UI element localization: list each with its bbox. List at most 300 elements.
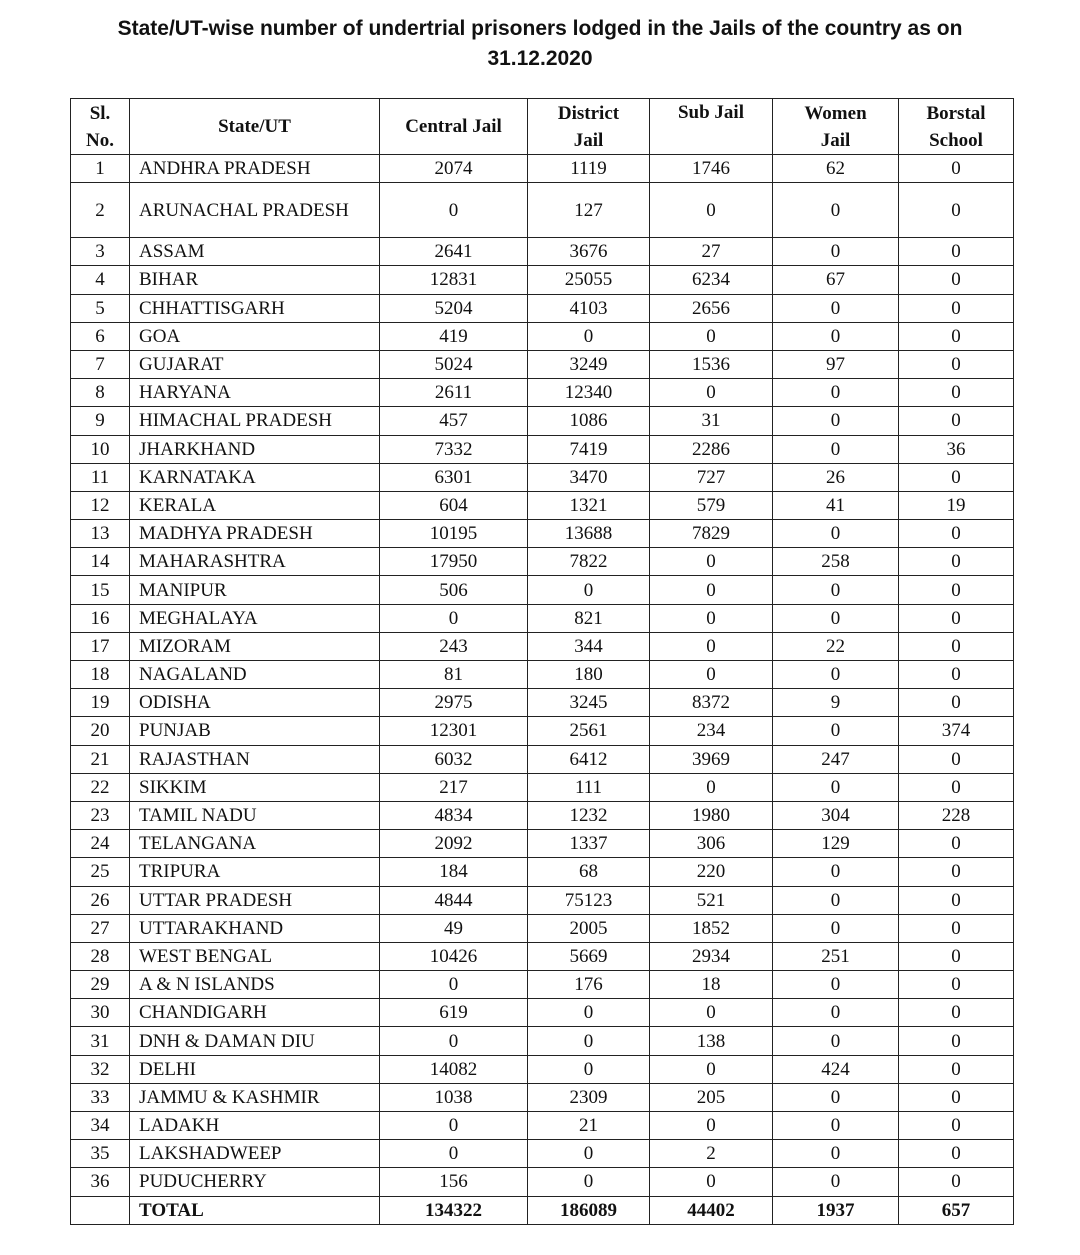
cell-women-jail: 251 (773, 942, 899, 970)
cell-borstal-school: 0 (899, 1055, 1014, 1083)
cell-sub-jail: 234 (650, 717, 773, 745)
cell-central-jail: 2611 (380, 379, 528, 407)
cell-state: MANIPUR (130, 576, 380, 604)
table-row (71, 1083, 1014, 1111)
cell-sl-no: 9 (71, 407, 130, 435)
cell-central-jail: 0 (380, 971, 528, 999)
page-title (40, 14, 1040, 74)
cell-women-jail: 0 (773, 1112, 899, 1140)
cell-sub-jail: 0 (650, 379, 773, 407)
cell-sl-no: 26 (71, 886, 130, 914)
cell-central-jail: 2074 (380, 155, 528, 183)
cell-district-jail: 2561 (528, 717, 650, 745)
cell-sl-no: 24 (71, 830, 130, 858)
cell-borstal-school: 0 (899, 294, 1014, 322)
cell-sub-jail: 0 (650, 632, 773, 660)
cell-sub-jail: 0 (650, 661, 773, 689)
cell-district-jail: 3245 (528, 689, 650, 717)
cell-state: ODISHA (130, 689, 380, 717)
cell-state: KARNATAKA (130, 463, 380, 491)
table-row (71, 1112, 1014, 1140)
cell-state: SIKKIM (130, 773, 380, 801)
cell-borstal-school: 0 (899, 238, 1014, 266)
cell-central-jail: 6032 (380, 745, 528, 773)
cell-state: MIZORAM (130, 632, 380, 660)
cell-borstal-school: 0 (899, 632, 1014, 660)
table-row (71, 971, 1014, 999)
cell-state: JAMMU & KASHMIR (130, 1083, 380, 1111)
cell-borstal-school: 0 (899, 1083, 1014, 1111)
cell-central-jail: 12831 (380, 266, 528, 294)
cell-sl-no: 10 (71, 435, 130, 463)
cell-women-jail: 9 (773, 689, 899, 717)
cell-women-jail: 0 (773, 435, 899, 463)
cell-district-jail: 127 (528, 183, 650, 238)
cell-state: GUJARAT (130, 350, 380, 378)
cell-central-jail: 10195 (380, 520, 528, 548)
cell-district-jail: 344 (528, 632, 650, 660)
total-sl (71, 1196, 130, 1224)
cell-sl-no: 29 (71, 971, 130, 999)
cell-sl-no: 31 (71, 1027, 130, 1055)
cell-state: LADAKH (130, 1112, 380, 1140)
cell-district-jail: 0 (528, 999, 650, 1027)
cell-central-jail: 0 (380, 1140, 528, 1168)
cell-borstal-school: 0 (899, 576, 1014, 604)
cell-district-jail: 3470 (528, 463, 650, 491)
cell-state: PUDUCHERRY (130, 1168, 380, 1196)
cell-state: LAKSHADWEEP (130, 1140, 380, 1168)
cell-sl-no: 3 (71, 238, 130, 266)
cell-sub-jail: 138 (650, 1027, 773, 1055)
table-header-row (71, 99, 1014, 155)
table-row (71, 942, 1014, 970)
cell-state: PUNJAB (130, 717, 380, 745)
cell-borstal-school: 0 (899, 971, 1014, 999)
cell-state: KERALA (130, 491, 380, 519)
cell-borstal-school: 0 (899, 745, 1014, 773)
cell-district-jail: 1321 (528, 491, 650, 519)
cell-sub-jail: 306 (650, 830, 773, 858)
cell-sub-jail: 0 (650, 548, 773, 576)
cell-sub-jail: 0 (650, 604, 773, 632)
cell-sl-no: 14 (71, 548, 130, 576)
cell-sl-no: 28 (71, 942, 130, 970)
header-sub-jail: Sub Jail (650, 99, 773, 155)
cell-women-jail: 0 (773, 1168, 899, 1196)
cell-district-jail: 1086 (528, 407, 650, 435)
cell-central-jail: 243 (380, 632, 528, 660)
cell-sl-no: 25 (71, 858, 130, 886)
cell-sub-jail: 205 (650, 1083, 773, 1111)
cell-district-jail: 13688 (528, 520, 650, 548)
cell-borstal-school: 0 (899, 604, 1014, 632)
cell-sub-jail: 0 (650, 1055, 773, 1083)
cell-central-jail: 156 (380, 1168, 528, 1196)
table-row (71, 689, 1014, 717)
cell-state: NAGALAND (130, 661, 380, 689)
table-row (71, 999, 1014, 1027)
cell-state: TELANGANA (130, 830, 380, 858)
table-row (71, 886, 1014, 914)
total-borstal-school: 657 (899, 1196, 1014, 1224)
table-row (71, 858, 1014, 886)
cell-central-jail: 419 (380, 322, 528, 350)
cell-sub-jail: 0 (650, 1168, 773, 1196)
cell-women-jail: 247 (773, 745, 899, 773)
cell-state: BIHAR (130, 266, 380, 294)
cell-sub-jail: 0 (650, 999, 773, 1027)
undertrial-prisoners-table (70, 98, 1014, 1225)
cell-district-jail: 12340 (528, 379, 650, 407)
cell-district-jail: 1337 (528, 830, 650, 858)
total-central-jail: 134322 (380, 1196, 528, 1224)
cell-district-jail: 6412 (528, 745, 650, 773)
cell-borstal-school: 0 (899, 350, 1014, 378)
cell-central-jail: 0 (380, 183, 528, 238)
cell-women-jail: 0 (773, 717, 899, 745)
cell-sl-no: 8 (71, 379, 130, 407)
cell-district-jail: 176 (528, 971, 650, 999)
cell-central-jail: 17950 (380, 548, 528, 576)
cell-borstal-school: 0 (899, 914, 1014, 942)
cell-borstal-school: 0 (899, 661, 1014, 689)
cell-state: MAHARASHTRA (130, 548, 380, 576)
cell-sl-no: 5 (71, 294, 130, 322)
cell-sub-jail: 2286 (650, 435, 773, 463)
table-body (71, 155, 1014, 1197)
cell-sl-no: 18 (71, 661, 130, 689)
cell-state: A & N ISLANDS (130, 971, 380, 999)
table-row (71, 155, 1014, 183)
cell-state: DNH & DAMAN DIU (130, 1027, 380, 1055)
cell-sub-jail: 2 (650, 1140, 773, 1168)
cell-district-jail: 4103 (528, 294, 650, 322)
cell-state: MADHYA PRADESH (130, 520, 380, 548)
cell-sl-no: 6 (71, 322, 130, 350)
cell-sl-no: 17 (71, 632, 130, 660)
header-district-jail: District Jail (528, 99, 650, 155)
cell-district-jail: 821 (528, 604, 650, 632)
table-row (71, 379, 1014, 407)
table-row (71, 407, 1014, 435)
cell-central-jail: 7332 (380, 435, 528, 463)
cell-borstal-school: 0 (899, 689, 1014, 717)
table-row (71, 914, 1014, 942)
cell-borstal-school: 0 (899, 1168, 1014, 1196)
cell-sub-jail: 0 (650, 576, 773, 604)
cell-sl-no: 35 (71, 1140, 130, 1168)
cell-central-jail: 5204 (380, 294, 528, 322)
cell-women-jail: 97 (773, 350, 899, 378)
cell-borstal-school: 228 (899, 801, 1014, 829)
cell-state: UTTAR PRADESH (130, 886, 380, 914)
cell-borstal-school: 0 (899, 1140, 1014, 1168)
cell-central-jail: 14082 (380, 1055, 528, 1083)
cell-sub-jail: 1746 (650, 155, 773, 183)
cell-central-jail: 1038 (380, 1083, 528, 1111)
cell-borstal-school: 0 (899, 155, 1014, 183)
cell-borstal-school: 0 (899, 463, 1014, 491)
header-central-jail: Central Jail (380, 99, 528, 155)
cell-borstal-school: 0 (899, 322, 1014, 350)
cell-borstal-school: 0 (899, 886, 1014, 914)
cell-state: HARYANA (130, 379, 380, 407)
cell-women-jail: 0 (773, 886, 899, 914)
cell-state: CHANDIGARH (130, 999, 380, 1027)
cell-sub-jail: 220 (650, 858, 773, 886)
cell-state: TAMIL NADU (130, 801, 380, 829)
cell-women-jail: 424 (773, 1055, 899, 1083)
cell-central-jail: 2975 (380, 689, 528, 717)
cell-state: UTTARAKHAND (130, 914, 380, 942)
cell-sl-no: 11 (71, 463, 130, 491)
cell-women-jail: 0 (773, 520, 899, 548)
cell-sl-no: 22 (71, 773, 130, 801)
cell-sl-no: 21 (71, 745, 130, 773)
cell-district-jail: 2309 (528, 1083, 650, 1111)
cell-borstal-school: 0 (899, 858, 1014, 886)
cell-state: DELHI (130, 1055, 380, 1083)
table-row (71, 435, 1014, 463)
cell-sl-no: 2 (71, 183, 130, 238)
title-line-1: State/UT-wise number of undertrial prisoners lodged in the Jails of the country as on (117, 17, 963, 40)
cell-women-jail: 0 (773, 1083, 899, 1111)
cell-women-jail: 0 (773, 294, 899, 322)
total-women-jail: 1937 (773, 1196, 899, 1224)
cell-state: TRIPURA (130, 858, 380, 886)
cell-district-jail: 7822 (528, 548, 650, 576)
cell-central-jail: 49 (380, 914, 528, 942)
cell-district-jail: 0 (528, 1027, 650, 1055)
cell-women-jail: 129 (773, 830, 899, 858)
table-row (71, 1168, 1014, 1196)
cell-borstal-school: 0 (899, 1112, 1014, 1140)
cell-central-jail: 6301 (380, 463, 528, 491)
table-row (71, 830, 1014, 858)
cell-district-jail: 75123 (528, 886, 650, 914)
cell-central-jail: 4844 (380, 886, 528, 914)
cell-women-jail: 26 (773, 463, 899, 491)
cell-borstal-school: 0 (899, 520, 1014, 548)
cell-district-jail: 5669 (528, 942, 650, 970)
cell-sl-no: 4 (71, 266, 130, 294)
table-row (71, 463, 1014, 491)
cell-district-jail: 68 (528, 858, 650, 886)
cell-sub-jail: 8372 (650, 689, 773, 717)
cell-district-jail: 3249 (528, 350, 650, 378)
cell-sub-jail: 2656 (650, 294, 773, 322)
cell-sl-no: 15 (71, 576, 130, 604)
cell-sl-no: 7 (71, 350, 130, 378)
cell-state: MEGHALAYA (130, 604, 380, 632)
cell-district-jail: 0 (528, 1168, 650, 1196)
cell-central-jail: 0 (380, 604, 528, 632)
cell-sub-jail: 0 (650, 322, 773, 350)
cell-district-jail: 7419 (528, 435, 650, 463)
cell-sub-jail: 727 (650, 463, 773, 491)
cell-women-jail: 0 (773, 914, 899, 942)
header-state: State/UT (130, 99, 380, 155)
table-row (71, 548, 1014, 576)
cell-central-jail: 12301 (380, 717, 528, 745)
table-row (71, 632, 1014, 660)
cell-central-jail: 0 (380, 1112, 528, 1140)
cell-sub-jail: 579 (650, 491, 773, 519)
cell-women-jail: 0 (773, 576, 899, 604)
cell-central-jail: 81 (380, 661, 528, 689)
cell-district-jail: 25055 (528, 266, 650, 294)
cell-central-jail: 619 (380, 999, 528, 1027)
cell-borstal-school: 36 (899, 435, 1014, 463)
cell-sl-no: 23 (71, 801, 130, 829)
cell-district-jail: 180 (528, 661, 650, 689)
cell-borstal-school: 19 (899, 491, 1014, 519)
table-row (71, 266, 1014, 294)
cell-borstal-school: 0 (899, 183, 1014, 238)
cell-women-jail: 41 (773, 491, 899, 519)
cell-sub-jail: 1852 (650, 914, 773, 942)
cell-women-jail: 258 (773, 548, 899, 576)
cell-state: HIMACHAL PRADESH (130, 407, 380, 435)
cell-sub-jail: 3969 (650, 745, 773, 773)
cell-borstal-school: 0 (899, 999, 1014, 1027)
cell-sl-no: 12 (71, 491, 130, 519)
cell-women-jail: 62 (773, 155, 899, 183)
cell-central-jail: 184 (380, 858, 528, 886)
cell-women-jail: 0 (773, 773, 899, 801)
cell-borstal-school: 0 (899, 1027, 1014, 1055)
cell-sl-no: 16 (71, 604, 130, 632)
cell-district-jail: 111 (528, 773, 650, 801)
table-row (71, 294, 1014, 322)
cell-borstal-school: 0 (899, 266, 1014, 294)
cell-borstal-school: 374 (899, 717, 1014, 745)
cell-sub-jail: 0 (650, 1112, 773, 1140)
cell-district-jail: 2005 (528, 914, 650, 942)
cell-sl-no: 19 (71, 689, 130, 717)
cell-state: ASSAM (130, 238, 380, 266)
table-row (71, 745, 1014, 773)
cell-sub-jail: 521 (650, 886, 773, 914)
cell-state: GOA (130, 322, 380, 350)
cell-district-jail: 21 (528, 1112, 650, 1140)
table-row (71, 350, 1014, 378)
table-row (71, 322, 1014, 350)
cell-borstal-school: 0 (899, 548, 1014, 576)
cell-sl-no: 1 (71, 155, 130, 183)
table-row (71, 661, 1014, 689)
cell-state: CHHATTISGARH (130, 294, 380, 322)
cell-state: ANDHRA PRADESH (130, 155, 380, 183)
header-borstal-school: Borstal School (899, 99, 1014, 155)
cell-women-jail: 0 (773, 407, 899, 435)
cell-central-jail: 10426 (380, 942, 528, 970)
total-label: TOTAL (130, 1196, 380, 1224)
cell-sub-jail: 0 (650, 183, 773, 238)
table-row (71, 773, 1014, 801)
cell-sub-jail: 18 (650, 971, 773, 999)
cell-borstal-school: 0 (899, 942, 1014, 970)
table-row (71, 801, 1014, 829)
table-row (71, 491, 1014, 519)
cell-central-jail: 2641 (380, 238, 528, 266)
cell-sl-no: 33 (71, 1083, 130, 1111)
table-row (71, 520, 1014, 548)
table-row (71, 1027, 1014, 1055)
cell-sub-jail: 27 (650, 238, 773, 266)
table-row (71, 183, 1014, 238)
total-row (71, 1196, 1014, 1224)
table-row (71, 576, 1014, 604)
total-district-jail: 186089 (528, 1196, 650, 1224)
cell-borstal-school: 0 (899, 407, 1014, 435)
header-women-jail: Women Jail (773, 99, 899, 155)
cell-central-jail: 506 (380, 576, 528, 604)
cell-district-jail: 0 (528, 1140, 650, 1168)
cell-state: JHARKHAND (130, 435, 380, 463)
cell-borstal-school: 0 (899, 773, 1014, 801)
cell-women-jail: 0 (773, 379, 899, 407)
cell-central-jail: 457 (380, 407, 528, 435)
cell-women-jail: 0 (773, 238, 899, 266)
cell-women-jail: 67 (773, 266, 899, 294)
table-row (71, 717, 1014, 745)
cell-borstal-school: 0 (899, 379, 1014, 407)
cell-women-jail: 0 (773, 604, 899, 632)
total-sub-jail: 44402 (650, 1196, 773, 1224)
cell-sub-jail: 1980 (650, 801, 773, 829)
table-row (71, 1055, 1014, 1083)
cell-central-jail: 604 (380, 491, 528, 519)
cell-district-jail: 0 (528, 322, 650, 350)
cell-women-jail: 22 (773, 632, 899, 660)
cell-sl-no: 32 (71, 1055, 130, 1083)
cell-sub-jail: 6234 (650, 266, 773, 294)
cell-state: RAJASTHAN (130, 745, 380, 773)
cell-district-jail: 1119 (528, 155, 650, 183)
cell-state: ARUNACHAL PRADESH (130, 183, 380, 238)
cell-sl-no: 34 (71, 1112, 130, 1140)
cell-central-jail: 5024 (380, 350, 528, 378)
cell-central-jail: 217 (380, 773, 528, 801)
cell-sl-no: 27 (71, 914, 130, 942)
cell-sub-jail: 7829 (650, 520, 773, 548)
table-row (71, 1140, 1014, 1168)
cell-district-jail: 0 (528, 576, 650, 604)
cell-women-jail: 304 (773, 801, 899, 829)
cell-district-jail: 0 (528, 1055, 650, 1083)
cell-sl-no: 20 (71, 717, 130, 745)
cell-women-jail: 0 (773, 322, 899, 350)
cell-district-jail: 3676 (528, 238, 650, 266)
cell-women-jail: 0 (773, 1027, 899, 1055)
cell-central-jail: 0 (380, 1027, 528, 1055)
cell-borstal-school: 0 (899, 830, 1014, 858)
cell-women-jail: 0 (773, 1140, 899, 1168)
table-row (71, 604, 1014, 632)
cell-sub-jail: 31 (650, 407, 773, 435)
cell-women-jail: 0 (773, 858, 899, 886)
cell-women-jail: 0 (773, 183, 899, 238)
cell-state: WEST BENGAL (130, 942, 380, 970)
cell-sl-no: 36 (71, 1168, 130, 1196)
cell-sl-no: 13 (71, 520, 130, 548)
cell-central-jail: 2092 (380, 830, 528, 858)
cell-women-jail: 0 (773, 999, 899, 1027)
cell-women-jail: 0 (773, 661, 899, 689)
header-sl-no: Sl. No. (71, 99, 130, 155)
